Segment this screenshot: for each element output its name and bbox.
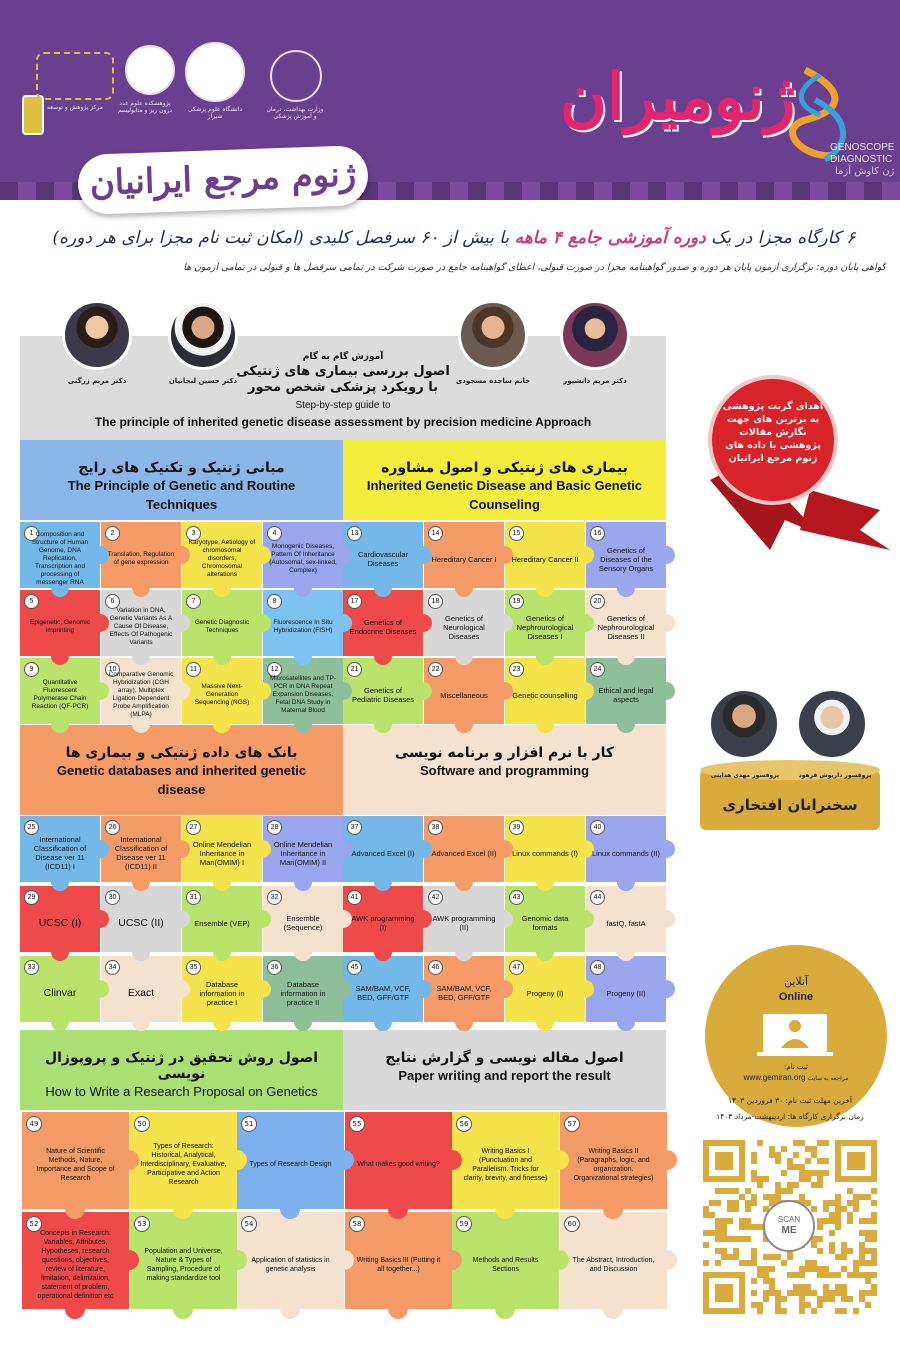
course-tile xyxy=(20,956,100,1022)
tile-number: 60 xyxy=(564,1216,580,1232)
certificate-note: گواهی پایان دوره: برگزاری آزمون پایان هر دوره و صدور گواهینامه مجزا در صورت قبولی، اعطای گواهینامه جامع در صورت شرکت در تمامی سرفصل ها و قبولی در تمامی آزمون ها xyxy=(183,262,886,273)
course-tile xyxy=(263,956,343,1022)
tile-label: Genetics of Nephrourological Diseases II xyxy=(597,613,655,641)
intro-en-small: Step-by-step guide to xyxy=(295,400,391,411)
course-tile xyxy=(22,1212,129,1309)
tile-number: 40 xyxy=(590,820,605,835)
tile-label: AWK programming (I) xyxy=(351,914,415,932)
tile-number: 22 xyxy=(428,662,443,677)
course-tile xyxy=(343,956,423,1022)
course-tile xyxy=(586,522,666,588)
speaker-name: دکتر مریم زرگنی xyxy=(67,377,127,385)
course-tile xyxy=(424,956,504,1022)
tile-label: Miscellaneous xyxy=(440,690,488,700)
tile-number: 4 xyxy=(267,526,282,541)
tile-number: 18 xyxy=(428,594,443,609)
course-tile xyxy=(101,886,181,952)
tile-label: Online Mendelian Inheritance in Man(OMIM) II xyxy=(273,839,333,867)
tile-number: 26 xyxy=(105,820,120,835)
section-fa-title: اصول مقاله نویسی و گزارش نتایج xyxy=(385,1050,624,1066)
tile-label: Variation in DNA, Genetic Variants As A Cause Of Disease, Effects Of Pathogenic Variants xyxy=(109,607,173,646)
puzzle-knob xyxy=(227,1250,247,1270)
tile-label: Population and Universe, Nature & Types of Sampling, Procedure of making standardize tool xyxy=(144,1247,223,1282)
tile-number: 56 xyxy=(456,1116,472,1132)
tile-label: Genetics of Neurological Diseases xyxy=(443,613,485,641)
honorary-speaker-photo xyxy=(796,688,868,760)
tile-label: Types of Research Design xyxy=(249,1161,332,1168)
puzzle-knob xyxy=(334,1150,354,1170)
tile-number: 33 xyxy=(24,960,39,975)
tile-label: Concepts in Research: Variables, Attributes, Hypotheses, research questions, objectives, review of literature, limitation, delimitation, statement of problem, operational definition etc xyxy=(37,1229,114,1300)
tile-label: Exact xyxy=(127,987,155,999)
tile-label: Genomic data formats xyxy=(521,914,569,932)
course-tile xyxy=(20,590,100,656)
tile-label: Epigenetic, Genomic imprinting xyxy=(30,619,90,634)
course-tile xyxy=(343,886,423,952)
course-tile xyxy=(586,816,666,882)
tile-label: fastQ, fastA xyxy=(606,918,646,928)
company-fa-text: ژن کاوش آزما xyxy=(835,166,895,177)
puzzle-knob xyxy=(657,1150,677,1170)
course-tile xyxy=(505,522,585,588)
tile-label: Monogenic Diseases, Pattern Of Inheritance (Autosomal, sex-linked, Complex) xyxy=(269,543,337,574)
tile-label: Progeny (II) xyxy=(606,988,646,998)
section-fa-title: مبانی ژنتیک و تکنیک های رایج xyxy=(78,460,285,476)
tile-number: 19 xyxy=(509,594,524,609)
tile-number: 47 xyxy=(509,960,524,975)
tile-label: Hereditary Cancer I xyxy=(431,554,497,564)
puzzle-knob xyxy=(334,1250,354,1270)
tile-number: 51 xyxy=(241,1116,257,1132)
tile-number: 35 xyxy=(186,960,201,975)
section-banner xyxy=(343,1030,666,1110)
tile-number: 54 xyxy=(241,1216,257,1232)
logo-caption: پژوهشکده علوم غدد درون ریز و متابولیسم xyxy=(118,100,172,114)
course-tile xyxy=(424,816,504,882)
tile-number: 12 xyxy=(267,662,282,677)
tile-label: Fluorescence In Situ Hybridization (FISH) xyxy=(273,619,333,634)
tile-number: 17 xyxy=(347,594,362,609)
intro-fa-title: اصول بررسی بیماری های ژنتیکی xyxy=(236,364,450,379)
course-tile xyxy=(586,886,666,952)
course-tile xyxy=(101,816,181,882)
tile-number: 27 xyxy=(186,820,201,835)
tile-label: Writing Basics III (Putting it all together...) xyxy=(356,1256,441,1273)
tile-label: Genetics of Pediatric Diseases xyxy=(351,686,415,704)
puzzle-knob xyxy=(549,1150,569,1170)
section-fa-title: بیماری های ژنتیکی و اصول مشاوره xyxy=(381,460,628,476)
tile-number: 38 xyxy=(428,820,443,835)
section-banner xyxy=(20,725,343,815)
tile-label: Hereditary Cancer II xyxy=(511,554,579,564)
tile-number: 2 xyxy=(105,526,120,541)
honorary-speaker-photo xyxy=(708,688,780,760)
summary-highlight: دوره آموزشی جامع ۴ ماهه xyxy=(514,228,706,248)
tile-number: 32 xyxy=(267,890,282,905)
tile-number: 52 xyxy=(26,1216,42,1232)
tile-label: AWK programming (II) xyxy=(432,914,496,932)
tile-number: 10 xyxy=(105,662,120,677)
tile-number: 14 xyxy=(428,526,443,541)
logo-caption: مرکز پژوهش و توسعه xyxy=(47,104,103,111)
section-en-title: Paper writing and report the result xyxy=(398,1068,611,1083)
diagnostic-text: DIAGNOSTIC xyxy=(830,154,893,165)
tile-label: Genetics of Diseases of the Sensory Organs xyxy=(598,545,654,573)
tile-number: 36 xyxy=(267,960,282,975)
tile-label: Linux commands (I) xyxy=(512,848,578,858)
tile-label: Ensemble (Sequence) xyxy=(283,914,323,932)
tile-number: 13 xyxy=(347,526,362,541)
tile-label: Advanced Excel (I) xyxy=(351,848,415,858)
section-banner xyxy=(343,440,666,520)
course-tile xyxy=(505,886,585,952)
tile-number: 9 xyxy=(24,662,39,677)
course-tile xyxy=(20,658,100,724)
summary-part-a: ۶ کارگاه مجزا در یک xyxy=(711,228,856,248)
tile-label: Composition and Structure of Human Genome, DNA Replication, Transcription and processing of messenger RNA xyxy=(31,531,89,586)
course-tile xyxy=(237,1212,344,1309)
course-tile xyxy=(263,590,343,656)
course-tile xyxy=(505,956,585,1022)
deadline-text: آخرین مهلت ثبت نام: ۳۰ فروردین ۱۴۰۳ xyxy=(728,1096,852,1105)
tile-label: Cardiovascular Diseases xyxy=(357,550,409,568)
course-tile xyxy=(20,886,100,952)
course-tile xyxy=(130,1212,237,1309)
registration-label: ثبت نام: xyxy=(784,1063,808,1071)
puzzle-knob xyxy=(442,1250,462,1270)
brand-name: ژنومیران xyxy=(560,60,796,135)
speaker-name: دکتر مریم دانشپور xyxy=(563,377,627,385)
tile-number: 23 xyxy=(509,662,524,677)
tile-number: 1 xyxy=(24,526,39,541)
course-tile xyxy=(505,590,585,656)
intro-fa-subtitle: با رویکرد پزشکی شخص محور xyxy=(247,380,439,395)
section-banner xyxy=(20,440,343,520)
tile-label: Types of Research: Historical, Analytical, Interdisciplinary, Evaluative, Participative and Action Research xyxy=(140,1143,227,1186)
course-tile xyxy=(263,886,343,952)
tile-label: UCSC (I) xyxy=(38,917,82,929)
section-en-title: Genetic databases and inherited genetic disease xyxy=(56,763,307,797)
course-tile xyxy=(586,590,666,656)
scan-me-badge xyxy=(763,1200,815,1252)
tile-label: The Abstract, Introduction, and Discussion xyxy=(572,1256,655,1273)
tile-number: 7 xyxy=(186,594,201,609)
tile-label: Genetics of Endocrine Diseases xyxy=(349,618,417,636)
puzzle-knob xyxy=(227,1150,247,1170)
research-institute-logo xyxy=(125,45,175,95)
tile-number: 21 xyxy=(347,662,362,677)
tile-label: Progeny (I) xyxy=(526,988,564,998)
tile-number: 30 xyxy=(105,890,120,905)
tile-label: Massive Next-Generation Sequencing (NGS) xyxy=(194,683,250,706)
course-tile xyxy=(130,1112,237,1209)
tile-label: Ethical and legal aspects xyxy=(598,686,654,704)
section-fa-title: بانک های داده ژنتیکی و بیماری ها xyxy=(65,745,298,761)
course-tile xyxy=(182,956,262,1022)
section-en-title: Software and programming xyxy=(419,763,590,778)
course-tile xyxy=(452,1212,559,1309)
course-tile xyxy=(505,658,585,724)
tile-number: 53 xyxy=(134,1216,150,1232)
tile-label: Methods and Results Sections xyxy=(472,1256,539,1273)
tile-label: Genetic Diagnostic Techniques xyxy=(194,619,250,634)
course-tile xyxy=(505,816,585,882)
puzzle-knob xyxy=(119,1150,139,1170)
schedule-text: زمان برگزاری کارگاه ها: اردیبهشت-مرداد ۱۴۰۳ xyxy=(716,1112,864,1121)
tile-label: Microsatellites and TP-PCR in DNA Repeat Expansion Diseases, Fetal DNA Study in Maternal Blood xyxy=(270,675,336,714)
tile-label: What makes good writing? xyxy=(357,1161,440,1168)
tile-number: 15 xyxy=(509,526,524,541)
tile-label: Writing Basics II (Paragraphs, logic, and organization. Organizational strategies) xyxy=(573,1147,654,1182)
tile-label: SAM/BAM, VCF, BED, GFF/GTF xyxy=(355,984,411,1002)
puzzle-knob xyxy=(442,1150,462,1170)
computer-user-icon xyxy=(755,1010,835,1060)
tile-label: Clinvar xyxy=(43,987,77,999)
section-en-title: Inherited Genetic Disease and Basic Genetic Counseling xyxy=(366,478,643,512)
tile-label: Database information in practice I xyxy=(199,979,245,1007)
course-tile xyxy=(343,658,423,724)
course-tile xyxy=(182,522,262,588)
ministry-logo xyxy=(270,50,322,102)
tile-number: 25 xyxy=(24,820,39,835)
course-tile xyxy=(345,1112,452,1209)
header-banner xyxy=(0,0,900,204)
tile-number: 20 xyxy=(590,594,605,609)
tile-label: Comparative Genomic Hybridization (CGH array), Multiplex Ligation-Dependent Probe Amplification (MLPA) xyxy=(108,671,174,718)
tile-number: 55 xyxy=(349,1116,365,1132)
tile-label: Application of statistics in genetic analysis xyxy=(251,1256,330,1273)
tile-number: 24 xyxy=(590,662,605,677)
section-fa-title: اصول روش تحقیق در ژنتیک و پروپوزال نویسی xyxy=(44,1050,319,1082)
tile-number: 50 xyxy=(134,1116,150,1132)
university-logo xyxy=(22,95,44,135)
course-tile xyxy=(343,816,423,882)
puzzle-knob xyxy=(549,1250,569,1270)
course-tile xyxy=(101,522,181,588)
scan-label: SCAN xyxy=(777,1215,801,1224)
course-tile xyxy=(182,886,262,952)
tile-label: UCSC (II) xyxy=(118,917,164,929)
course-tile xyxy=(424,658,504,724)
tile-number: 37 xyxy=(347,820,362,835)
site-link[interactable]: www.gemiran.org xyxy=(743,1073,806,1082)
tile-number: 58 xyxy=(349,1216,365,1232)
genoscope-text: GENOSCOPE xyxy=(830,142,895,153)
tile-number: 16 xyxy=(590,526,605,541)
tile-label: Linux commands (II) xyxy=(592,848,660,858)
summary-part-c: با بیش از ۶۰ سرفصل کلیدی (امکان ثبت نام مجزا برای هر دوره) xyxy=(52,228,510,248)
tile-label: Quantitative Fluorescent Polymerase Chain Reaction (QF-PCR) xyxy=(31,679,89,710)
section-fa-title: کار با نرم افزار و برنامه نویسی xyxy=(394,745,615,761)
course-tile xyxy=(424,886,504,952)
tile-number: 48 xyxy=(590,960,605,975)
tile-number: 5 xyxy=(24,594,39,609)
speaker-name: دکتر حسین لنجانیان xyxy=(168,377,238,385)
course-tile xyxy=(182,658,262,724)
course-tile xyxy=(101,590,181,656)
course-tile xyxy=(237,1112,344,1209)
course-tile xyxy=(101,658,181,724)
grant-text: اهدای گرنت پژوهشی به برترین های جهت نگارش مقالات پژوهشی با داده های ژنوم مرجع ایرانیان xyxy=(722,401,824,464)
course-tile xyxy=(20,816,100,882)
tile-label: Ensemble (VEP) xyxy=(194,918,250,928)
tile-number: 44 xyxy=(590,890,605,905)
section-en-title: How to Write a Research Proposal on Genetics xyxy=(45,1084,318,1099)
tile-label: Translation, Regulation of gene expression xyxy=(107,551,175,566)
course-tile xyxy=(452,1112,559,1209)
tile-number: 43 xyxy=(509,890,524,905)
course-tile xyxy=(345,1212,452,1309)
course-tile xyxy=(560,1112,667,1209)
tile-label: Online Mendelian Inheritance in Man(OMIM) I xyxy=(192,839,252,867)
tile-label: Database information in practice II xyxy=(280,979,326,1007)
me-label: ME xyxy=(781,1225,797,1236)
tile-number: 41 xyxy=(347,890,362,905)
course-tile xyxy=(424,590,504,656)
calligraphy-logo xyxy=(36,52,114,100)
course-tile xyxy=(343,522,423,588)
tile-number: 59 xyxy=(456,1216,472,1232)
main-title-badge xyxy=(77,145,369,215)
course-tile xyxy=(424,522,504,588)
course-tile xyxy=(20,522,100,588)
course-tile xyxy=(182,816,262,882)
logo-caption: وزارت بهداشت، درمان و آموزش پزشکی xyxy=(266,106,324,120)
tile-number: 46 xyxy=(428,960,443,975)
tile-number: 29 xyxy=(24,890,39,905)
course-tile xyxy=(343,590,423,656)
intro-fa-small: آموزش گام به گام xyxy=(302,352,384,362)
tile-label: Writing Basics I (Punctuation and Parallelism. Tricks for clarity, brevity, and finesse) xyxy=(463,1147,548,1182)
course-tile xyxy=(263,816,343,882)
tile-label: Genetic counselling xyxy=(512,690,578,700)
honorary-title: سخنرانان افتخاری xyxy=(722,796,858,814)
tile-label: Karyotype, Aetiology of chromosomal disorders, Chromosomal alterations xyxy=(188,539,256,578)
course-tile xyxy=(182,590,262,656)
intro-en-title: The principle of inherited genetic disease assessment by precision medicine Approach xyxy=(94,415,592,429)
honorary-speaker-name: پروفسور مهدی هدایتی xyxy=(710,772,780,779)
tile-number: 57 xyxy=(564,1116,580,1132)
tile-label: Nature of Scientific Methods, Nature, Importance and Scope of Research xyxy=(36,1147,115,1182)
tile-number: 31 xyxy=(186,890,201,905)
tile-number: 34 xyxy=(105,960,120,975)
online-en-label: Online xyxy=(778,991,814,1003)
course-tile xyxy=(560,1212,667,1309)
section-banner xyxy=(20,1030,343,1110)
tile-number: 6 xyxy=(105,594,120,609)
tile-number: 11 xyxy=(186,662,201,677)
tile-label: International Classification of Disease ver 11 (ICD11) I xyxy=(33,835,87,871)
tile-number: 45 xyxy=(347,960,362,975)
tile-number: 42 xyxy=(428,890,443,905)
tile-number: 28 xyxy=(267,820,282,835)
online-fa-label: آنلاین xyxy=(783,975,809,988)
tile-label: International Classification of Disease ver 11 (ICD11) II xyxy=(114,835,168,871)
puzzle-knob xyxy=(657,1250,677,1270)
shiraz-university-logo xyxy=(185,42,245,102)
main-title: ژنوم مرجع ایرانیان xyxy=(89,154,357,204)
course-tile xyxy=(22,1112,129,1209)
course-summary xyxy=(24,228,884,248)
site-prefix: مراجعه به سایت xyxy=(807,1076,849,1082)
course-tile xyxy=(263,522,343,588)
speaker-name: خانم ساجده مسجودی xyxy=(455,377,531,385)
puzzle-knob xyxy=(119,1250,139,1270)
tile-number: 8 xyxy=(267,594,282,609)
registration-site[interactable] xyxy=(705,1073,887,1082)
course-tile xyxy=(586,658,666,724)
course-tile xyxy=(586,956,666,1022)
logo-caption: دانشگاه علوم پزشکی شیراز xyxy=(187,106,243,120)
section-banner xyxy=(343,725,666,815)
tile-number: 39 xyxy=(509,820,524,835)
tile-label: SAM/BAM, VCF, BED, GFF/GTF xyxy=(436,984,492,1002)
course-tile xyxy=(263,658,343,724)
tile-number: 3 xyxy=(186,526,201,541)
course-tile xyxy=(101,956,181,1022)
tile-label: Advanced Excel (II) xyxy=(431,848,497,858)
tile-label: Genetics of Nephrourological Diseases I xyxy=(516,613,574,641)
section-en-title: The Principle of Genetic and Routine Techniques xyxy=(67,478,296,512)
tile-number: 49 xyxy=(26,1116,42,1132)
honorary-speaker-name: پروفسور داریوش فرهود xyxy=(798,772,872,779)
